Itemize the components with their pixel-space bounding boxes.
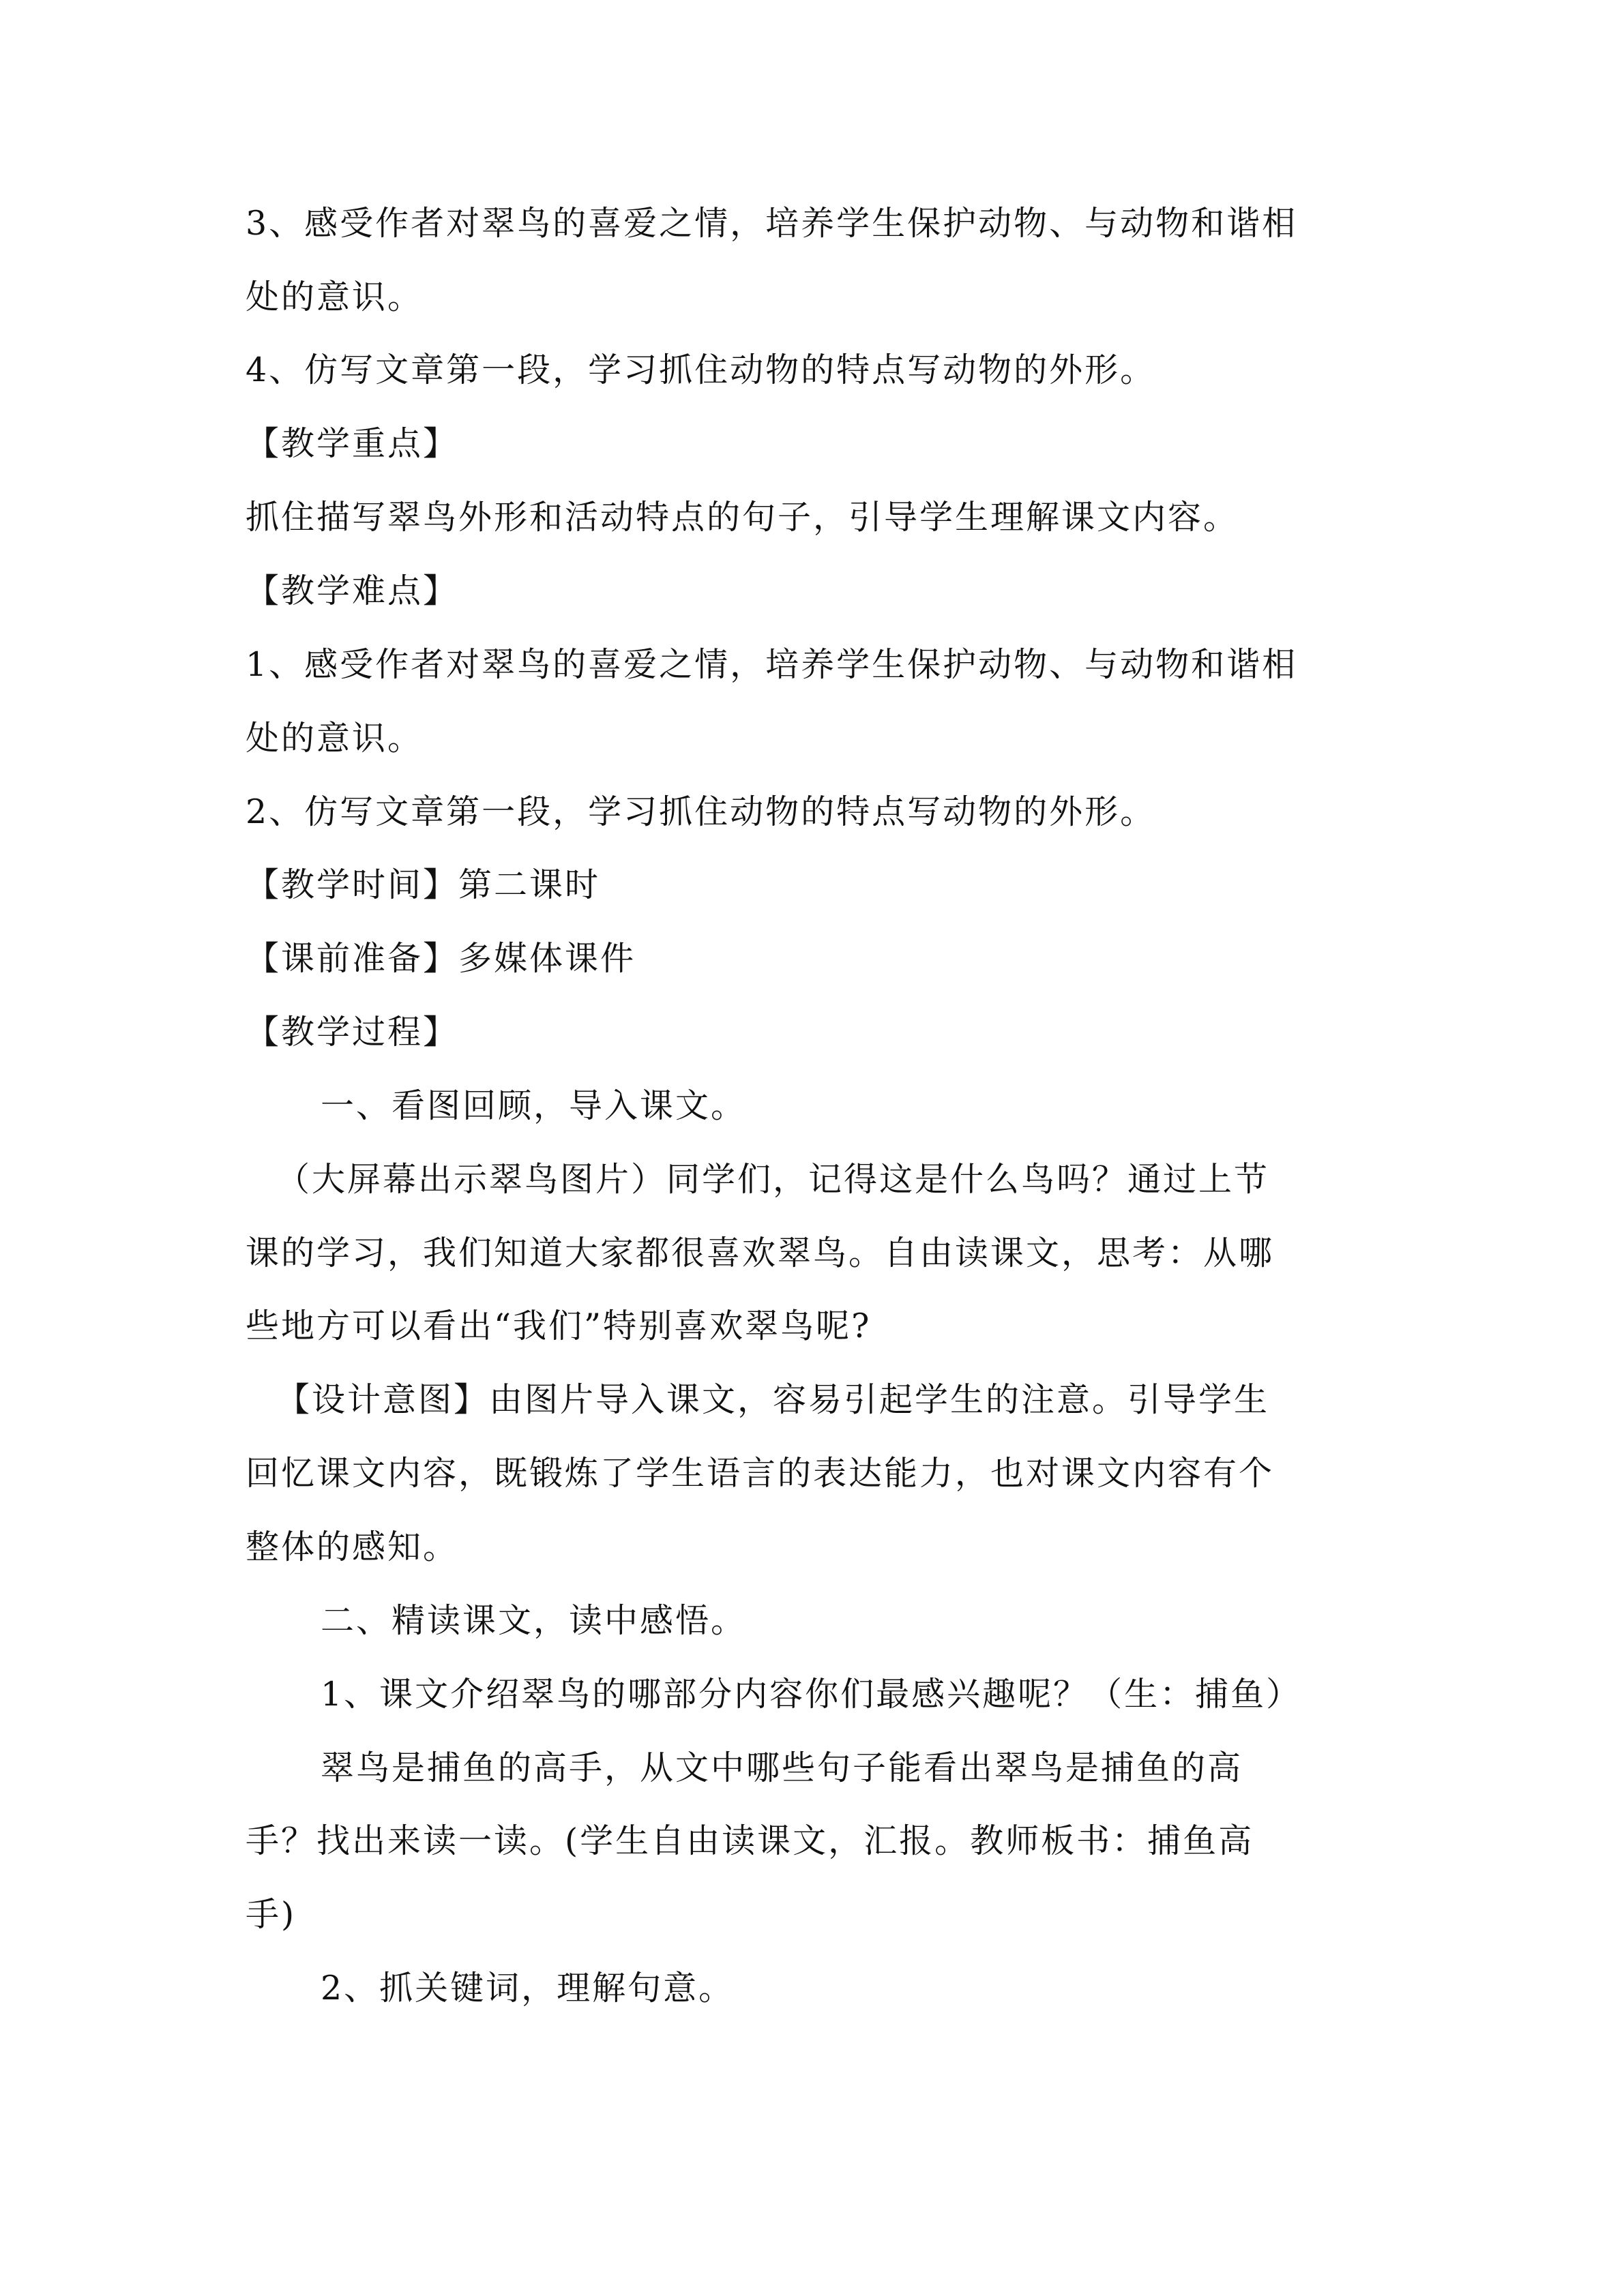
step-1-text-line-2: 手？找出来读一读。(学生自由读课文，汇报。教师板书：捕鱼高 bbox=[246, 1821, 1254, 1860]
objective-3-line-2: 处的意识。 bbox=[246, 278, 424, 316]
objective-3-line-1: 3、感受作者对翠鸟的喜爱之情，培养学生保护动物、与动物和谐相 bbox=[246, 204, 1298, 243]
objective-4: 4、仿写文章第一段，学习抓住动物的特点写动物的外形。 bbox=[246, 351, 1156, 389]
key-points-heading: 【教学重点】 bbox=[246, 424, 459, 463]
teaching-time: 【教学时间】第二课时 bbox=[246, 865, 601, 904]
step-1-text-line-1: 翠鸟是捕鱼的高手，从文中哪些句子能看出翠鸟是捕鱼的高 bbox=[321, 1748, 1243, 1787]
design-intent-line-2: 回忆课文内容，既锻炼了学生语言的表达能力，也对课文内容有个 bbox=[246, 1454, 1275, 1493]
difficulty-1-line-1: 1、感受作者对翠鸟的喜爱之情，培养学生保护动物、与动物和谐相 bbox=[246, 645, 1298, 684]
process-heading: 【教学过程】 bbox=[246, 1013, 459, 1052]
step-2-heading: 2、抓关键词，理解句意。 bbox=[321, 1969, 735, 2008]
step-1-text-line-3: 手) bbox=[246, 1895, 297, 1934]
preparation: 【课前准备】多媒体课件 bbox=[246, 939, 636, 978]
difficulty-1-line-2: 处的意识。 bbox=[246, 719, 424, 758]
key-points-text: 抓住描写翠鸟外形和活动特点的句子，引导学生理解课文内容。 bbox=[246, 498, 1239, 537]
design-intent-line-3: 整体的感知。 bbox=[246, 1527, 459, 1566]
step-1-question: 1、课文介绍翠鸟的哪部分内容你们最感兴趣呢？（生：捕鱼） bbox=[321, 1675, 1302, 1714]
intro-paragraph-line-1: （大屏幕出示翠鸟图片）同学们，记得这是什么鸟吗？通过上节 bbox=[276, 1160, 1270, 1199]
difficulties-heading: 【教学难点】 bbox=[246, 571, 459, 610]
difficulty-2: 2、仿写文章第一段，学习抓住动物的特点写动物的外形。 bbox=[246, 792, 1156, 831]
section-2-heading: 二、精读课文，读中感悟。 bbox=[321, 1601, 747, 1640]
intro-paragraph-line-2: 课的学习，我们知道大家都很喜欢翠鸟。自由读课文，思考：从哪 bbox=[246, 1234, 1275, 1272]
section-1-heading: 一、看图回顾，导入课文。 bbox=[321, 1086, 747, 1125]
intro-paragraph-line-3: 些地方可以看出“我们”特别喜欢翠鸟呢? bbox=[246, 1307, 872, 1345]
design-intent-line-1: 【设计意图】由图片导入课文，容易引起学生的注意。引导学生 bbox=[276, 1380, 1270, 1419]
